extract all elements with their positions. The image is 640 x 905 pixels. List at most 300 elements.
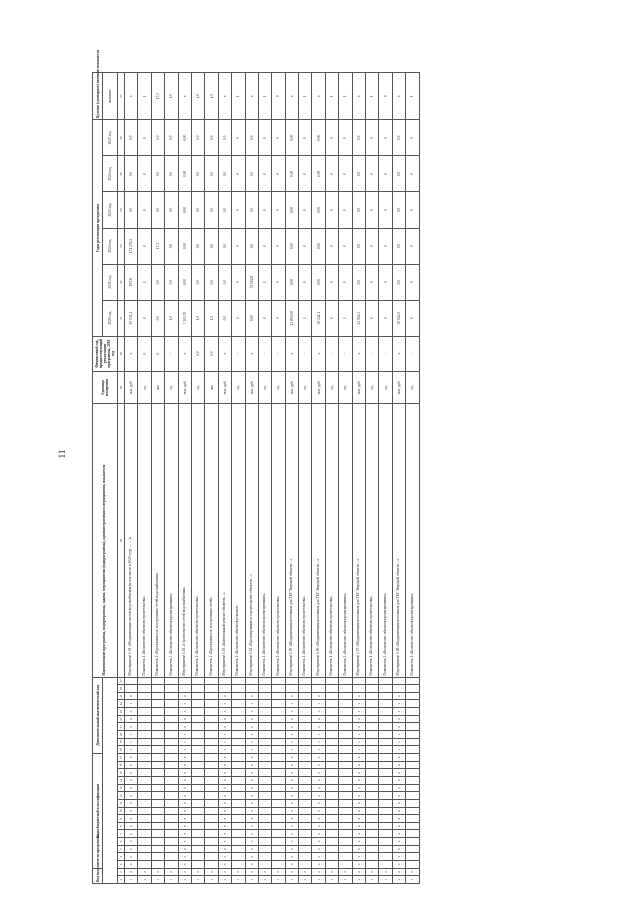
code-cell bbox=[165, 777, 178, 785]
code-cell bbox=[366, 815, 379, 823]
code-cell bbox=[151, 845, 164, 853]
row-year-value: 0 bbox=[272, 156, 285, 192]
row-fin-year: х bbox=[178, 336, 191, 371]
column-number: 17 bbox=[118, 753, 125, 761]
code-cell bbox=[151, 807, 164, 815]
program-table-rotated bbox=[92, 49, 602, 884]
code-cell bbox=[218, 685, 231, 693]
code-cell: 8 bbox=[312, 815, 325, 823]
code-cell bbox=[339, 677, 352, 685]
row-year-value: 0,0 bbox=[191, 228, 204, 264]
table-row bbox=[339, 73, 352, 884]
code-cell bbox=[191, 777, 204, 785]
row-target: 1 bbox=[232, 73, 245, 120]
row-unit: тыс. руб. bbox=[352, 371, 365, 404]
code-cell bbox=[232, 784, 245, 792]
row-name: Показатель 1 «Количество объектов строительства» bbox=[138, 404, 151, 677]
row-year-value: 0,0 bbox=[392, 156, 405, 192]
code-cell bbox=[272, 723, 285, 731]
code-cell bbox=[205, 715, 218, 723]
code-cell bbox=[406, 738, 419, 746]
code-cell bbox=[339, 784, 352, 792]
code-cell bbox=[232, 677, 245, 685]
code-cell bbox=[138, 708, 151, 716]
code-cell bbox=[191, 799, 204, 807]
column-number: 33 bbox=[118, 228, 125, 264]
row-unit: ед. bbox=[138, 371, 151, 404]
code-cell bbox=[232, 738, 245, 746]
row-year-value: 0,00 bbox=[178, 156, 191, 192]
code-cell bbox=[191, 692, 204, 700]
code-cell bbox=[272, 708, 285, 716]
code-cell bbox=[151, 708, 164, 716]
row-unit: тыс. руб. bbox=[392, 371, 405, 404]
code-cell bbox=[272, 753, 285, 761]
table-row bbox=[232, 73, 245, 884]
code-cell: 0 bbox=[125, 792, 138, 800]
code-cell bbox=[151, 777, 164, 785]
code-cell: 0 bbox=[285, 807, 298, 815]
row-unit: ед. bbox=[339, 371, 352, 404]
code-cell: 0 bbox=[218, 715, 231, 723]
code-cell: 0 bbox=[312, 769, 325, 777]
code-cell bbox=[366, 746, 379, 754]
code-cell bbox=[366, 822, 379, 830]
code-cell bbox=[232, 708, 245, 716]
table-row bbox=[379, 73, 392, 884]
code-cell bbox=[406, 746, 419, 754]
row-year-value: 0 bbox=[272, 120, 285, 156]
code-cell bbox=[165, 853, 178, 861]
code-cell bbox=[138, 777, 151, 785]
code-cell bbox=[205, 731, 218, 739]
column-number: 18 bbox=[118, 746, 125, 754]
code-cell bbox=[379, 700, 392, 708]
row-target: 1 bbox=[138, 73, 151, 120]
row-year-value: 0,0 bbox=[245, 228, 258, 264]
code-cell bbox=[339, 799, 352, 807]
code-cell: 2 bbox=[138, 868, 151, 876]
row-year-value: 1 bbox=[258, 264, 271, 300]
row-year-value: 0,0 bbox=[151, 156, 164, 192]
code-cell bbox=[218, 677, 231, 685]
code-cell: 0 bbox=[285, 792, 298, 800]
code-cell bbox=[165, 731, 178, 739]
code-cell bbox=[272, 677, 285, 685]
row-year-value: 0 bbox=[138, 300, 151, 336]
code-cell bbox=[366, 700, 379, 708]
code-cell bbox=[366, 845, 379, 853]
table-row bbox=[218, 73, 231, 884]
column-number: 29 bbox=[118, 371, 125, 404]
code-cell: 1 bbox=[285, 738, 298, 746]
header-group-row bbox=[93, 73, 103, 884]
code-cell bbox=[232, 700, 245, 708]
code-cell bbox=[272, 792, 285, 800]
code-cell bbox=[125, 677, 138, 685]
code-cell: 1 bbox=[191, 876, 204, 884]
row-year-value: 0,0 bbox=[392, 264, 405, 300]
code-cell bbox=[379, 815, 392, 823]
code-cell bbox=[138, 753, 151, 761]
code-cell bbox=[406, 723, 419, 731]
code-cell bbox=[178, 677, 191, 685]
page-number: 11 bbox=[57, 449, 67, 459]
code-cell: 1 bbox=[258, 876, 271, 884]
code-cell: 0 bbox=[178, 715, 191, 723]
row-year-value: 0 bbox=[258, 156, 271, 192]
row-fin-year: х bbox=[245, 336, 258, 371]
code-cell bbox=[366, 799, 379, 807]
code-cell bbox=[272, 845, 285, 853]
code-cell: 2 bbox=[205, 868, 218, 876]
code-cell bbox=[178, 685, 191, 693]
row-year-value: 0 bbox=[299, 156, 312, 192]
code-cell bbox=[165, 807, 178, 815]
table-row bbox=[151, 73, 164, 884]
code-cell bbox=[165, 845, 178, 853]
row-year-value: 0 bbox=[406, 228, 419, 264]
code-cell bbox=[299, 815, 312, 823]
code-cell bbox=[339, 777, 352, 785]
row-year-value: 0 bbox=[339, 156, 352, 192]
row-year-value: 0 bbox=[366, 264, 379, 300]
code-cell bbox=[325, 792, 338, 800]
code-cell: 5 bbox=[285, 853, 298, 861]
row-year-value: 0,00 bbox=[312, 264, 325, 300]
code-cell bbox=[258, 853, 271, 861]
row-unit: тыс. руб. bbox=[218, 371, 231, 404]
code-cell bbox=[191, 708, 204, 716]
code-cell bbox=[325, 761, 338, 769]
code-cell bbox=[205, 738, 218, 746]
code-cell: 0 bbox=[218, 692, 231, 700]
row-year-value: 0 bbox=[272, 228, 285, 264]
header-target-value: значение bbox=[103, 73, 118, 120]
code-cell bbox=[406, 761, 419, 769]
code-cell bbox=[191, 769, 204, 777]
code-cell: 0 bbox=[178, 769, 191, 777]
code-cell bbox=[191, 753, 204, 761]
row-year-value: 0,0 bbox=[125, 120, 138, 156]
code-cell: 0 bbox=[245, 761, 258, 769]
code-cell: 0 bbox=[245, 784, 258, 792]
code-cell bbox=[272, 815, 285, 823]
column-number: 26 bbox=[118, 685, 125, 693]
code-cell: 0 bbox=[392, 784, 405, 792]
code-cell bbox=[138, 838, 151, 846]
code-cell: 0 bbox=[285, 845, 298, 853]
row-fin-year: - bbox=[325, 336, 338, 371]
code-cell bbox=[205, 677, 218, 685]
code-cell bbox=[379, 830, 392, 838]
code-cell bbox=[191, 830, 204, 838]
code-cell bbox=[366, 853, 379, 861]
code-cell bbox=[151, 731, 164, 739]
code-cell: 1 bbox=[352, 746, 365, 754]
code-cell bbox=[165, 753, 178, 761]
code-cell: 0 bbox=[125, 777, 138, 785]
row-target: 1 bbox=[325, 73, 338, 120]
row-year-value: 0 bbox=[366, 156, 379, 192]
row-year-value: 0,00 bbox=[312, 156, 325, 192]
table-row bbox=[285, 73, 298, 884]
row-unit: тыс. руб. bbox=[125, 371, 138, 404]
code-cell: 3 bbox=[218, 708, 231, 716]
code-cell bbox=[138, 738, 151, 746]
code-cell: 1 bbox=[218, 876, 231, 884]
row-year-value: 171 276,2 bbox=[125, 228, 138, 264]
column-number: 9 bbox=[118, 815, 125, 823]
row-name: Мероприятие 1.03 «Капитальный ремонт объектов…» bbox=[218, 404, 231, 677]
code-cell bbox=[366, 784, 379, 792]
code-cell: 1 bbox=[151, 876, 164, 884]
code-cell: 0 bbox=[392, 845, 405, 853]
code-cell bbox=[339, 815, 352, 823]
code-cell bbox=[325, 723, 338, 731]
column-number: 19 bbox=[118, 738, 125, 746]
row-year-value: 72 002,8 bbox=[245, 264, 258, 300]
code-cell bbox=[258, 777, 271, 785]
column-number: 36 bbox=[118, 120, 125, 156]
code-cell bbox=[406, 677, 419, 685]
program-table bbox=[92, 49, 420, 884]
header-year-2022: 2022 год bbox=[103, 228, 118, 264]
code-cell bbox=[232, 838, 245, 846]
table-row bbox=[406, 73, 419, 884]
code-cell: 1 bbox=[392, 876, 405, 884]
code-cell: 0 bbox=[352, 723, 365, 731]
column-number: 8 bbox=[118, 822, 125, 830]
code-cell bbox=[406, 708, 419, 716]
code-cell bbox=[138, 761, 151, 769]
code-cell bbox=[325, 784, 338, 792]
column-number: 28 bbox=[118, 404, 125, 677]
row-year-value: 30 022,0 bbox=[392, 300, 405, 336]
code-cell: 1 bbox=[272, 876, 285, 884]
header-fin-col: Финансовый год, предшествующий реализации программы, 2019 год bbox=[93, 336, 118, 371]
code-cell bbox=[299, 753, 312, 761]
code-cell: 0 bbox=[218, 799, 231, 807]
code-cell: 0 bbox=[178, 807, 191, 815]
code-cell: 1 bbox=[312, 731, 325, 739]
code-cell bbox=[258, 822, 271, 830]
code-cell: 0 bbox=[312, 799, 325, 807]
row-year-value: 1 bbox=[406, 300, 419, 336]
code-cell: 0 bbox=[218, 830, 231, 838]
row-year-value: 0 bbox=[258, 228, 271, 264]
code-cell bbox=[232, 715, 245, 723]
table-row bbox=[165, 73, 178, 884]
code-cell bbox=[366, 830, 379, 838]
code-cell bbox=[138, 792, 151, 800]
row-year-value: 0,0 bbox=[151, 192, 164, 228]
row-fin-year: - bbox=[406, 336, 419, 371]
row-fin-year: х bbox=[285, 336, 298, 371]
code-cell: 0 bbox=[178, 792, 191, 800]
row-name: Показатель 1 «Количество объектов проектирования» bbox=[258, 404, 271, 677]
code-cell: 1 bbox=[178, 731, 191, 739]
row-target: х bbox=[352, 73, 365, 120]
code-cell bbox=[406, 685, 419, 693]
code-cell bbox=[325, 769, 338, 777]
code-cell: 1 bbox=[178, 746, 191, 754]
code-cell bbox=[165, 715, 178, 723]
row-fin-year: - bbox=[339, 336, 352, 371]
code-cell: 0 bbox=[245, 822, 258, 830]
row-fin-year: 0,0 bbox=[191, 336, 204, 371]
code-cell bbox=[138, 715, 151, 723]
row-year-value: 0 bbox=[406, 264, 419, 300]
code-cell bbox=[232, 822, 245, 830]
code-cell bbox=[138, 746, 151, 754]
code-cell: 1 bbox=[392, 700, 405, 708]
column-number: 20 bbox=[118, 731, 125, 739]
code-cell: 3 bbox=[312, 708, 325, 716]
code-cell: 0 bbox=[352, 777, 365, 785]
row-year-value: 0,00 bbox=[245, 300, 258, 336]
code-cell bbox=[191, 700, 204, 708]
code-cell bbox=[258, 731, 271, 739]
row-name: Показатель 2 «Протяженность построенных сетей водоснабжения» bbox=[151, 404, 164, 677]
code-cell: 0 bbox=[218, 777, 231, 785]
code-cell bbox=[138, 822, 151, 830]
code-cell bbox=[165, 738, 178, 746]
code-cell bbox=[258, 784, 271, 792]
row-name: Мероприятие 1.08 «Модернизация котельных для ТБУ Тверской области…» bbox=[392, 404, 405, 677]
code-cell bbox=[339, 845, 352, 853]
code-cell bbox=[151, 746, 164, 754]
code-cell: 0 bbox=[125, 822, 138, 830]
code-cell bbox=[165, 799, 178, 807]
table-row bbox=[258, 73, 271, 884]
row-year-value: 0,0 bbox=[125, 156, 138, 192]
row-year-value: 0 bbox=[232, 228, 245, 264]
code-cell bbox=[339, 822, 352, 830]
row-target: х bbox=[178, 73, 191, 120]
row-year-value: 0,0 bbox=[392, 228, 405, 264]
code-cell bbox=[165, 861, 178, 869]
code-cell bbox=[406, 731, 419, 739]
row-target: 1 bbox=[366, 73, 379, 120]
row-year-value: 0 bbox=[379, 300, 392, 336]
column-number: 12 bbox=[118, 792, 125, 800]
code-cell: 5 bbox=[245, 853, 258, 861]
code-cell: 1 bbox=[232, 876, 245, 884]
code-cell: 1 bbox=[312, 738, 325, 746]
code-cell bbox=[285, 685, 298, 693]
row-year-value: 0,0 bbox=[125, 192, 138, 228]
code-cell: 0 bbox=[125, 769, 138, 777]
code-cell bbox=[339, 753, 352, 761]
code-cell bbox=[406, 838, 419, 846]
code-cell bbox=[299, 700, 312, 708]
code-cell bbox=[258, 753, 271, 761]
code-cell bbox=[379, 799, 392, 807]
code-cell: 8 bbox=[218, 815, 231, 823]
code-cell bbox=[339, 708, 352, 716]
row-target: 1,5 bbox=[205, 73, 218, 120]
row-year-value: 0 bbox=[339, 120, 352, 156]
column-number: 5 bbox=[118, 845, 125, 853]
row-year-value: 1 bbox=[339, 300, 352, 336]
code-cell: 0 bbox=[178, 799, 191, 807]
row-year-value: 1,0 bbox=[191, 300, 204, 336]
code-cell bbox=[165, 723, 178, 731]
code-cell: 0 bbox=[178, 723, 191, 731]
code-cell: 1 bbox=[138, 876, 151, 884]
code-cell bbox=[232, 792, 245, 800]
row-unit: тыс. руб. bbox=[312, 371, 325, 404]
code-cell: 0 bbox=[312, 822, 325, 830]
code-cell bbox=[151, 685, 164, 693]
row-year-value: 0,0 bbox=[218, 156, 231, 192]
code-cell bbox=[366, 708, 379, 716]
code-cell bbox=[272, 685, 285, 693]
code-cell: 0 bbox=[285, 723, 298, 731]
code-cell: 2 bbox=[406, 868, 419, 876]
code-cell bbox=[151, 769, 164, 777]
code-cell bbox=[325, 830, 338, 838]
row-target: 1 bbox=[406, 73, 419, 120]
table-row bbox=[325, 73, 338, 884]
column-number: 6 bbox=[118, 838, 125, 846]
row-year-value: 0 bbox=[138, 192, 151, 228]
code-cell bbox=[138, 723, 151, 731]
code-cell: 0 bbox=[285, 715, 298, 723]
code-cell: 0 bbox=[245, 861, 258, 869]
code-cell bbox=[299, 746, 312, 754]
code-cell bbox=[406, 692, 419, 700]
row-name: Показатель 1 «Количество объектов строительства» bbox=[366, 404, 379, 677]
code-cell bbox=[191, 715, 204, 723]
row-unit: ед. bbox=[325, 371, 338, 404]
row-fin-year: 0,0 bbox=[205, 336, 218, 371]
code-cell bbox=[272, 838, 285, 846]
code-cell bbox=[205, 815, 218, 823]
row-unit: тыс. руб. bbox=[285, 371, 298, 404]
code-cell bbox=[325, 738, 338, 746]
row-year-value: 0 bbox=[299, 192, 312, 228]
table-row bbox=[191, 73, 204, 884]
code-cell: 0 bbox=[352, 769, 365, 777]
code-cell bbox=[165, 761, 178, 769]
row-year-value: 0,0 bbox=[218, 120, 231, 156]
code-cell: 1 bbox=[339, 876, 352, 884]
code-cell bbox=[366, 753, 379, 761]
code-cell: 0 bbox=[218, 753, 231, 761]
code-cell bbox=[191, 853, 204, 861]
header-codes-group: Дополнительный аналитический код bbox=[93, 677, 103, 753]
code-cell bbox=[366, 861, 379, 869]
code-cell: 0 bbox=[352, 845, 365, 853]
row-unit: тыс. руб. bbox=[245, 371, 258, 404]
code-cell bbox=[379, 792, 392, 800]
code-cell bbox=[191, 677, 204, 685]
code-cell bbox=[299, 822, 312, 830]
code-cell: 0 bbox=[352, 822, 365, 830]
row-name: Показатель 2 «Количество объектов проектирования» bbox=[339, 404, 352, 677]
code-cell bbox=[325, 685, 338, 693]
code-cell: 0 bbox=[245, 723, 258, 731]
code-cell bbox=[258, 845, 271, 853]
code-cell bbox=[379, 853, 392, 861]
code-cell bbox=[339, 853, 352, 861]
code-cell bbox=[258, 708, 271, 716]
code-cell bbox=[191, 784, 204, 792]
code-cell bbox=[325, 715, 338, 723]
code-cell: 0 bbox=[285, 799, 298, 807]
